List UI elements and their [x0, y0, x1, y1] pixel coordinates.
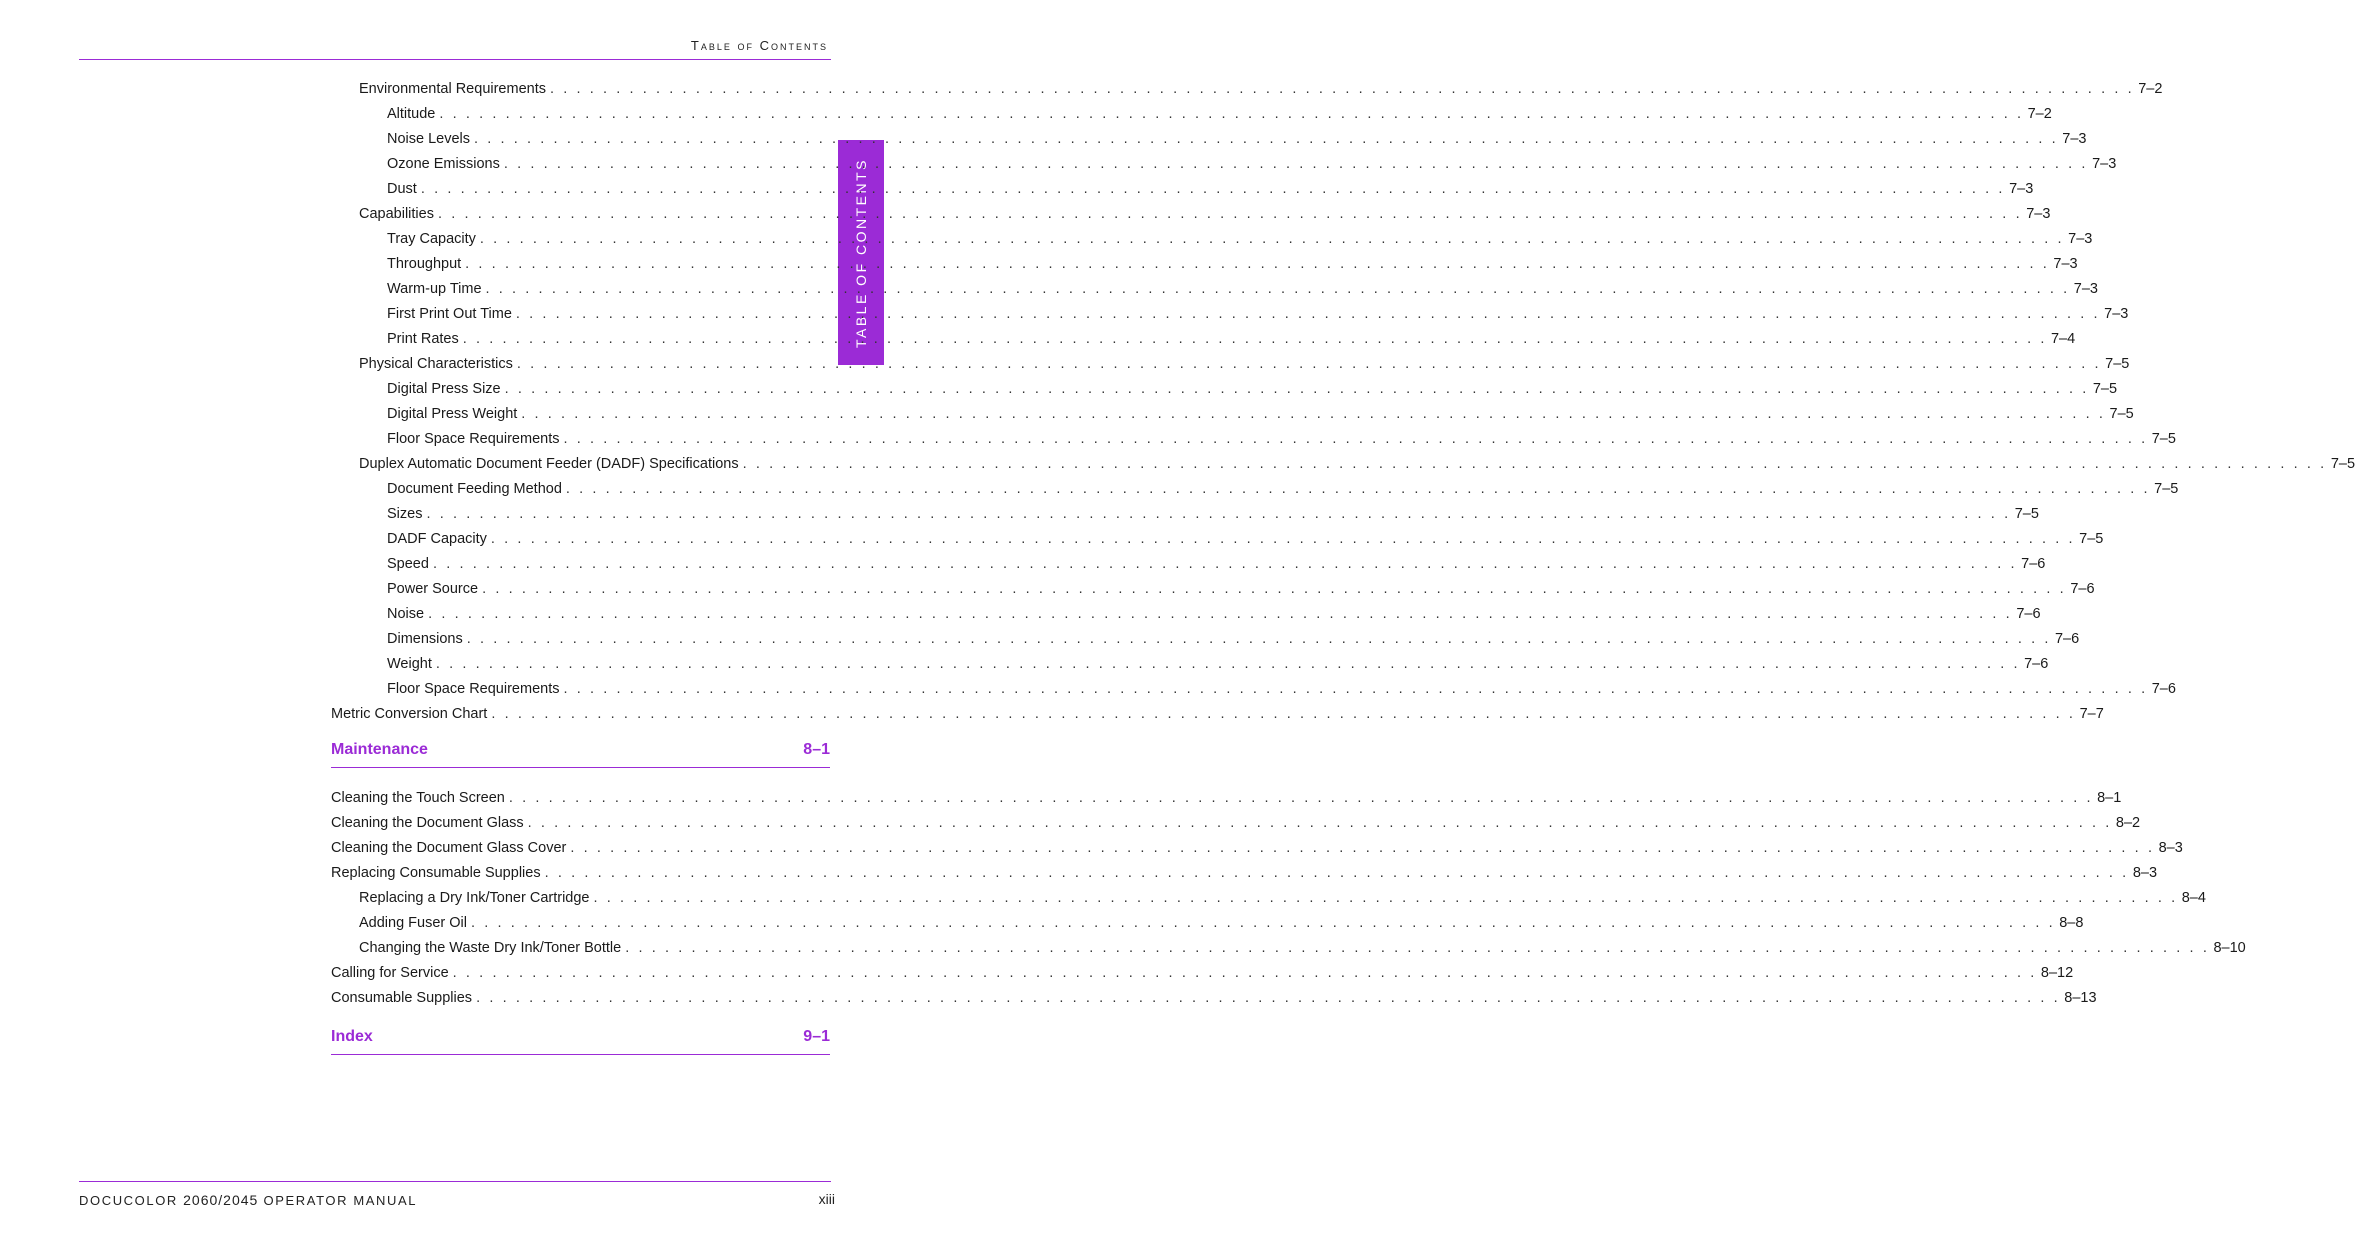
toc-entry-page: 7–6 — [2016, 606, 2041, 622]
toc-entry-page: 7–2 — [2027, 106, 2052, 122]
toc-leader-dots: . . . . . . . . . . . . . . . . . . . . . . . . . . . . . . . . . . . . . . . . . . . . . . . . . . . . . . . . . . . . . . . . . . . . . . . . . . . . . . . . . . . . . . . . . . . . . . . . . . . . . . . . . . . . . . . . . . . . . . . . — [508, 790, 2094, 806]
toc-entry[interactable] — [359, 354, 2130, 374]
toc-entry-title: Document Feeding Method — [387, 481, 562, 497]
footer-model: 2060/2045 — [183, 1192, 259, 1208]
toc-entry-title: Metric Conversion Chart — [331, 706, 488, 722]
toc-entry-title: Speed — [387, 556, 429, 572]
toc-entry-page: 7–3 — [2104, 306, 2129, 322]
toc-entry[interactable] — [387, 629, 2080, 649]
toc-entry-title: Floor Space Requirements — [387, 431, 560, 447]
toc-entry-page: 7–3 — [2073, 281, 2098, 297]
footer-manual: OPERATOR MANUAL — [263, 1193, 418, 1208]
toc-entry-title: Altitude — [387, 106, 436, 122]
toc-entry[interactable] — [359, 204, 2051, 224]
toc-entry-title: Adding Fuser Oil — [359, 915, 467, 931]
toc-entry-page: 7–5 — [2105, 356, 2130, 372]
toc-entry[interactable] — [387, 404, 2134, 424]
toc-entry-title: Capabilities — [359, 206, 434, 222]
toc-entry-page: 7–5 — [2014, 506, 2039, 522]
toc-entry-title: Replacing Consumable Supplies — [331, 865, 541, 881]
toc-entry-title: Noise — [387, 606, 425, 622]
footer-rule — [79, 1181, 831, 1182]
toc-leader-dots: . . . . . . . . . . . . . . . . . . . . . . . . . . . . . . . . . . . . . . . . . . . . . . . . . . . . . . . . . . . . . . . . . . . . . . . . . . . . . . . . . . . . . . . . . . . . . . . . . . . . . . . . . . . . . . . . . . . . . . . . — [474, 131, 2059, 147]
toc-leader-dots: . . . . . . . . . . . . . . . . . . . . . . . . . . . . . . . . . . . . . . . . . . . . . . . . . . . . . . . . . . . . . . . . . . . . . . . . . . . . . . . . . . . . . . . . . . . . . . . . . . . . . . . . . . . . . . . . . . . . . . . . — [563, 431, 2148, 447]
toc-entry-page: 8–13 — [2064, 990, 2097, 1006]
toc-entry-title: Consumable Supplies — [331, 990, 473, 1006]
toc-section-heading[interactable] — [331, 741, 830, 768]
toc-entry-title: Digital Press Weight — [387, 406, 518, 422]
toc-entry-page: 7–3 — [2062, 131, 2087, 147]
toc-leader-dots: . . . . . . . . . . . . . . . . . . . . . . . . . . . . . . . . . . . . . . . . . . . . . . . . . . . . . . . . . . . . . . . . . . . . . . . . . . . . . . . . . . . . . . . . . . . . . . . . . . . . . . . . . . . . . . . . . . . . . . . . — [527, 815, 2112, 831]
toc-entry[interactable] — [387, 379, 2118, 399]
toc-leader-dots: . . . . . . . . . . . . . . . . . . . . . . . . . . . . . . . . . . . . . . . . . . . . . . . . . . . . . . . . . . . . . . . . . . . . . . . . . . . . . . . . . . . . . . . . . . . . . . . . . . . . . . . . . . . . . . . . . . . . . . . . — [439, 106, 2024, 122]
toc-entry-title: First Print Out Time — [387, 306, 512, 322]
toc-leader-dots: . . . . . . . . . . . . . . . . . . . . . . . . . . . . . . . . . . . . . . . . . . . . . . . . . . . . . . . . . . . . . . . . . . . . . . . . . . . . . . . . . . . . . . . . . . . . . . . . . . . . . . . . . . . . . . . . . . . . . . . . — [515, 306, 2101, 322]
toc-entry-title: Replacing a Dry Ink/Toner Cartridge — [359, 890, 590, 906]
toc-leader-dots: . . . . . . . . . . . . . . . . . . . . . . . . . . . . . . . . . . . . . . . . . . . . . . . . . . . . . . . . . . . . . . . . . . . . . . . . . . . . . . . . . . . . . . . . . . . . . . . . . . . . . . . . . . . . . . . . . . . . . . . . — [593, 890, 2178, 906]
toc-leader-dots: . . . . . . . . . . . . . . . . . . . . . . . . . . . . . . . . . . . . . . . . . . . . . . . . . . . . . . . . . . . . . . . . . . . . . . . . . . . . . . . . . . . . . . . . . . . . . . . . . . . . . . . . . . . . . . . . . . . . . . . . — [437, 206, 2023, 222]
toc-entry[interactable] — [387, 279, 2098, 299]
page-number: xiii — [818, 1191, 835, 1207]
toc-entry[interactable] — [331, 988, 2097, 1008]
toc-entry-page: 7–2 — [2138, 81, 2163, 97]
toc-leader-dots: . . . . . . . . . . . . . . . . . . . . . . . . . . . . . . . . . . . . . . . . . . . . . . . . . . . . . . . . . . . . . . . . . . . . . . . . . . . . . . . . . . . . . . . . . . . . . . . . . . . . . . . . . . . . . . . . . . . . . . . . — [482, 581, 2067, 597]
toc-entry[interactable] — [387, 154, 2117, 174]
toc-section-heading[interactable] — [331, 1028, 830, 1055]
footer-title — [79, 1192, 417, 1208]
toc-entry-page: 7–5 — [2109, 406, 2134, 422]
toc-leader-dots: . . . . . . . . . . . . . . . . . . . . . . . . . . . . . . . . . . . . . . . . . . . . . . . . . . . . . . . . . . . . . . . . . . . . . . . . . . . . . . . . . . . . . . . . . . . . . . . . . . . . . . . . . . . . . . . . . . . . . . . . — [504, 381, 2089, 397]
toc-entry-title: Weight — [387, 656, 432, 672]
toc-entry[interactable] — [387, 604, 2041, 624]
toc-entry-page: 7–5 — [2079, 531, 2104, 547]
toc-entry-title: Tray Capacity — [387, 231, 476, 247]
toc-entry-title: Digital Press Size — [387, 381, 501, 397]
toc-leader-dots: . . . . . . . . . . . . . . . . . . . . . . . . . . . . . . . . . . . . . . . . . . . . . . . . . . . . . . . . . . . . . . . . . . . . . . . . . . . . . . . . . . . . . . . . . . . . . . . . . . . . . . . . . . . . . . . . . . . . . . . . — [466, 631, 2051, 647]
toc-entry[interactable] — [387, 654, 2049, 674]
toc-entry[interactable] — [387, 479, 2179, 499]
toc-leader-dots: . . . . . . . . . . . . . . . . . . . . . . . . . . . . . . . . . . . . . . . . . . . . . . . . . . . . . . . . . . . . . . . . . . . . . . . . . . . . . . . . . . . . . . . . . . . . . . . . . . . . . . . . . . . . . . . . . . . . . . . . — [549, 81, 2135, 97]
toc-entry[interactable] — [387, 129, 2087, 149]
toc-entry-page: 8–10 — [2213, 940, 2246, 956]
toc-entry-title: Dust — [387, 181, 417, 197]
toc-entry-title: Cleaning the Touch Screen — [331, 790, 505, 806]
toc-entry-page: 8–12 — [2040, 965, 2074, 981]
toc-entry-title: Noise Levels — [387, 131, 471, 147]
toc-leader-dots: . . . . . . . . . . . . . . . . . . . . . . . . . . . . . . . . . . . . . . . . . . . . . . . . . . . . . . . . . . . . . . . . . . . . . . . . . . . . . . . . . . . . . . . . . . . . . . . . . . . . . . . . . . . . . . . . . . . . . . . . — [742, 456, 2327, 472]
toc-leader-dots: . . . . . . . . . . . . . . . . . . . . . . . . . . . . . . . . . . . . . . . . . . . . . . . . . . . . . . . . . . . . . . . . . . . . . . . . . . . . . . . . . . . . . . . . . . . . . . . . . . . . . . . . . . . . . . . . . . . . . . . . — [435, 656, 2021, 672]
toc-entry-title: Power Source — [387, 581, 479, 597]
toc-entry-title: Throughput — [387, 256, 462, 272]
toc-entry-title: DADF Capacity — [387, 531, 487, 547]
toc-entry-page: 8–1 — [2097, 790, 2122, 806]
toc-entry-title: Cleaning the Document Glass Cover — [331, 840, 567, 856]
toc-entry[interactable] — [359, 938, 2246, 958]
toc-leader-dots: . . . . . . . . . . . . . . . . . . . . . . . . . . . . . . . . . . . . . . . . . . . . . . . . . . . . . . . . . . . . . . . . . . . . . . . . . . . . . . . . . . . . . . . . . . . . . . . . . . . . . . . . . . . . . . . . . . . . . . . . — [471, 915, 2056, 931]
toc-leader-dots: . . . . . . . . . . . . . . . . . . . . . . . . . . . . . . . . . . . . . . . . . . . . . . . . . . . . . . . . . . . . . . . . . . . . . . . . . . . . . . . . . . . . . . . . . . . . . . . . . . . . . . . . . . . . . . . . . . . . . . . . — [565, 481, 2151, 497]
running-header: Table of Contents — [690, 38, 828, 53]
toc-entry-page: 8–3 — [2158, 840, 2183, 856]
toc-leader-dots: . . . . . . . . . . . . . . . . . . . . . . . . . . . . . . . . . . . . . . . . . . . . . . . . . . . . . . . . . . . . . . . . . . . . . . . . . . . . . . . . . . . . . . . . . . . . . . . . . . . . . . . . . . . . . . . . . . . . . . . . — [428, 606, 2013, 622]
toc-entry[interactable] — [387, 679, 2176, 699]
toc-entry[interactable] — [387, 254, 2078, 274]
toc-entry-page: 7–3 — [2009, 181, 2034, 197]
toc-entry[interactable] — [331, 963, 2074, 983]
toc-entry-title: Ozone Emissions — [387, 156, 500, 172]
toc-entry[interactable] — [387, 104, 2052, 124]
toc-entry[interactable] — [387, 504, 2039, 524]
toc-entry-page: 7–3 — [2068, 231, 2093, 247]
toc-entry-page: 7–6 — [2151, 681, 2176, 697]
toc-entry[interactable] — [387, 429, 2176, 449]
toc-entry-page: 8–8 — [2059, 915, 2084, 931]
toc-entry-page: 7–5 — [2092, 381, 2118, 397]
toc-entry-title: Dimensions — [387, 631, 463, 647]
toc-leader-dots: . . . . . . . . . . . . . . . . . . . . . . . . . . . . . . . . . . . . . . . . . . . . . . . . . . . . . . . . . . . . . . . . . . . . . . . . . . . . . . . . . . . . . . . . . . . . . . . . . . . . . . . . . . . . . . . . . . . . . . . . — [490, 531, 2076, 547]
toc-entry-page: 7–6 — [2054, 631, 2080, 647]
toc-leader-dots: . . . . . . . . . . . . . . . . . . . . . . . . . . . . . . . . . . . . . . . . . . . . . . . . . . . . . . . . . . . . . . . . . . . . . . . . . . . . . . . . . . . . . . . . . . . . . . . . . . . . . . . . . . . . . . . . . . . . . . . . — [516, 356, 2102, 372]
toc-entry[interactable] — [387, 529, 2104, 549]
toc-leader-dots: . . . . . . . . . . . . . . . . . . . . . . . . . . . . . . . . . . . . . . . . . . . . . . . . . . . . . . . . . . . . . . . . . . . . . . . . . . . . . . . . . . . . . . . . . . . . . . . . . . . . . . . . . . . . . . . . . . . . . . . . — [563, 681, 2148, 697]
toc-entry-page: 7–7 — [2079, 706, 2104, 722]
toc-entry[interactable] — [331, 838, 2183, 858]
toc-leader-dots: . . . . . . . . . . . . . . . . . . . . . . . . . . . . . . . . . . . . . . . . . . . . . . . . . . . . . . . . . . . . . . . . . . . . . . . . . . . . . . . . . . . . . . . . . . . . . . . . . . . . . . . . . . . . . . . . . . . . . . . . — [570, 840, 2155, 856]
toc-entry[interactable] — [331, 704, 2104, 724]
toc-entry[interactable] — [387, 179, 2034, 199]
toc-entry[interactable] — [331, 863, 2158, 883]
toc-leader-dots: . . . . . . . . . . . . . . . . . . . . . . . . . . . . . . . . . . . . . . . . . . . . . . . . . . . . . . . . . . . . . . . . . . . . . . . . . . . . . . . . . . . . . . . . . . . . . . . . . . . . . . . . . . . . . . . . . . . . . . . . — [625, 940, 2210, 956]
toc-leader-dots: . . . . . . . . . . . . . . . . . . . . . . . . . . . . . . . . . . . . . . . . . . . . . . . . . . . . . . . . . . . . . . . . . . . . . . . . . . . . . . . . . . . . . . . . . . . . . . . . . . . . . . . . . . . . . . . . . . . . . . . . — [491, 706, 2076, 722]
toc-entry-page: 7–3 — [2026, 206, 2051, 222]
toc-section-page: 9–1 — [803, 1028, 830, 1045]
toc-leader-dots: . . . . . . . . . . . . . . . . . . . . . . . . . . . . . . . . . . . . . . . . . . . . . . . . . . . . . . . . . . . . . . . . . . . . . . . . . . . . . . . . . . . . . . . . . . . . . . . . . . . . . . . . . . . . . . . . . . . . . . . . — [485, 281, 2070, 297]
toc-section-page: 8–1 — [803, 741, 830, 758]
toc-entry-title: Print Rates — [387, 331, 459, 347]
toc-entry-page: 7–6 — [2024, 656, 2049, 672]
toc-entry[interactable] — [387, 329, 2076, 349]
toc-entry-page: 8–2 — [2115, 815, 2141, 831]
toc-entry-title: Cleaning the Document Glass — [331, 815, 524, 831]
toc-leader-dots: . . . . . . . . . . . . . . . . . . . . . . . . . . . . . . . . . . . . . . . . . . . . . . . . . . . . . . . . . . . . . . . . . . . . . . . . . . . . . . . . . . . . . . . . . . . . . . . . . . . . . . . . . . . . . . . . . . . . . . . . — [476, 990, 2061, 1006]
footer-brand: DOCUCOLOR — [79, 1193, 178, 1208]
toc-entry[interactable] — [359, 79, 2163, 99]
toc-leader-dots: . . . . . . . . . . . . . . . . . . . . . . . . . . . . . . . . . . . . . . . . . . . . . . . . . . . . . . . . . . . . . . . . . . . . . . . . . . . . . . . . . . . . . . . . . . . . . . . . . . . . . . . . . . . . . . . . . . . . . . . . — [479, 231, 2065, 247]
toc-entry-title: Changing the Waste Dry Ink/Toner Bottle — [359, 940, 622, 956]
toc-entry[interactable] — [331, 788, 2122, 808]
toc-entry[interactable] — [387, 579, 2095, 599]
toc-leader-dots: . . . . . . . . . . . . . . . . . . . . . . . . . . . . . . . . . . . . . . . . . . . . . . . . . . . . . . . . . . . . . . . . . . . . . . . . . . . . . . . . . . . . . . . . . . . . . . . . . . . . . . . . . . . . . . . . . . . . . . . . — [521, 406, 2106, 422]
toc-leader-dots: . . . . . . . . . . . . . . . . . . . . . . . . . . . . . . . . . . . . . . . . . . . . . . . . . . . . . . . . . . . . . . . . . . . . . . . . . . . . . . . . . . . . . . . . . . . . . . . . . . . . . . . . . . . . . . . . . . . . . . . . — [503, 156, 2089, 172]
toc-entry-page: 7–3 — [2092, 156, 2117, 172]
toc-entry[interactable] — [359, 454, 2355, 474]
header-rule — [79, 59, 831, 60]
toc-leader-dots: . . . . . . . . . . . . . . . . . . . . . . . . . . . . . . . . . . . . . . . . . . . . . . . . . . . . . . . . . . . . . . . . . . . . . . . . . . . . . . . . . . . . . . . . . . . . . . . . . . . . . . . . . . . . . . . . . . . . . . . . — [426, 506, 2011, 522]
toc-entry-title: Floor Space Requirements — [387, 681, 560, 697]
toc-leader-dots: . . . . . . . . . . . . . . . . . . . . . . . . . . . . . . . . . . . . . . . . . . . . . . . . . . . . . . . . . . . . . . . . . . . . . . . . . . . . . . . . . . . . . . . . . . . . . . . . . . . . . . . . . . . . . . . . . . . . . . . . — [452, 965, 2037, 981]
toc-section-title: Maintenance — [331, 741, 428, 758]
toc-leader-dots: . . . . . . . . . . . . . . . . . . . . . . . . . . . . . . . . . . . . . . . . . . . . . . . . . . . . . . . . . . . . . . . . . . . . . . . . . . . . . . . . . . . . . . . . . . . . . . . . . . . . . . . . . . . . . . . . . . . . . . . . — [465, 256, 2050, 272]
toc-entry-title: Calling for Service — [331, 965, 449, 981]
toc-entry[interactable] — [387, 304, 2129, 324]
toc-entry[interactable] — [387, 554, 2046, 574]
toc-section-title: Index — [331, 1028, 373, 1045]
toc-entry[interactable] — [359, 888, 2206, 908]
toc-entry[interactable] — [331, 813, 2141, 833]
toc-leader-dots: . . . . . . . . . . . . . . . . . . . . . . . . . . . . . . . . . . . . . . . . . . . . . . . . . . . . . . . . . . . . . . . . . . . . . . . . . . . . . . . . . . . . . . . . . . . . . . . . . . . . . . . . . . . . . . . . . . . . . . . . — [462, 331, 2047, 347]
toc-entry-page: 8–3 — [2132, 865, 2158, 881]
toc-leader-dots: . . . . . . . . . . . . . . . . . . . . . . . . . . . . . . . . . . . . . . . . . . . . . . . . . . . . . . . . . . . . . . . . . . . . . . . . . . . . . . . . . . . . . . . . . . . . . . . . . . . . . . . . . . . . . . . . . . . . . . . . — [432, 556, 2018, 572]
toc-leader-dots: . . . . . . . . . . . . . . . . . . . . . . . . . . . . . . . . . . . . . . . . . . . . . . . . . . . . . . . . . . . . . . . . . . . . . . . . . . . . . . . . . . . . . . . . . . . . . . . . . . . . . . . . . . . . . . . . . . . . . . . . — [420, 181, 2006, 197]
side-tab-label: TABLE OF CONTENTS — [853, 157, 869, 348]
toc-entry-page: 8–4 — [2181, 890, 2206, 906]
toc-entry[interactable] — [359, 913, 2084, 933]
toc-entry-page: 7–5 — [2151, 431, 2176, 447]
toc-entry[interactable] — [387, 229, 2093, 249]
toc-leader-dots: . . . . . . . . . . . . . . . . . . . . . . . . . . . . . . . . . . . . . . . . . . . . . . . . . . . . . . . . . . . . . . . . . . . . . . . . . . . . . . . . . . . . . . . . . . . . . . . . . . . . . . . . . . . . . . . . . . . . . . . . — [544, 865, 2129, 881]
toc-entry-page: 7–6 — [2070, 581, 2095, 597]
toc-entry-page: 7–4 — [2050, 331, 2076, 347]
toc-entry-title: Warm-up Time — [387, 281, 482, 297]
toc-entry-title: Physical Characteristics — [359, 356, 513, 372]
toc-entry-page: 7–5 — [2154, 481, 2179, 497]
toc-entry-page: 7–5 — [2330, 456, 2355, 472]
toc-entry-page: 7–6 — [2021, 556, 2046, 572]
toc-entry-page: 7–3 — [2053, 256, 2078, 272]
toc-entry-title: Sizes — [387, 506, 423, 522]
toc-entry-title: Duplex Automatic Document Feeder (DADF) Specifications — [359, 456, 739, 472]
toc-entry-title: Environmental Requirements — [359, 81, 546, 97]
